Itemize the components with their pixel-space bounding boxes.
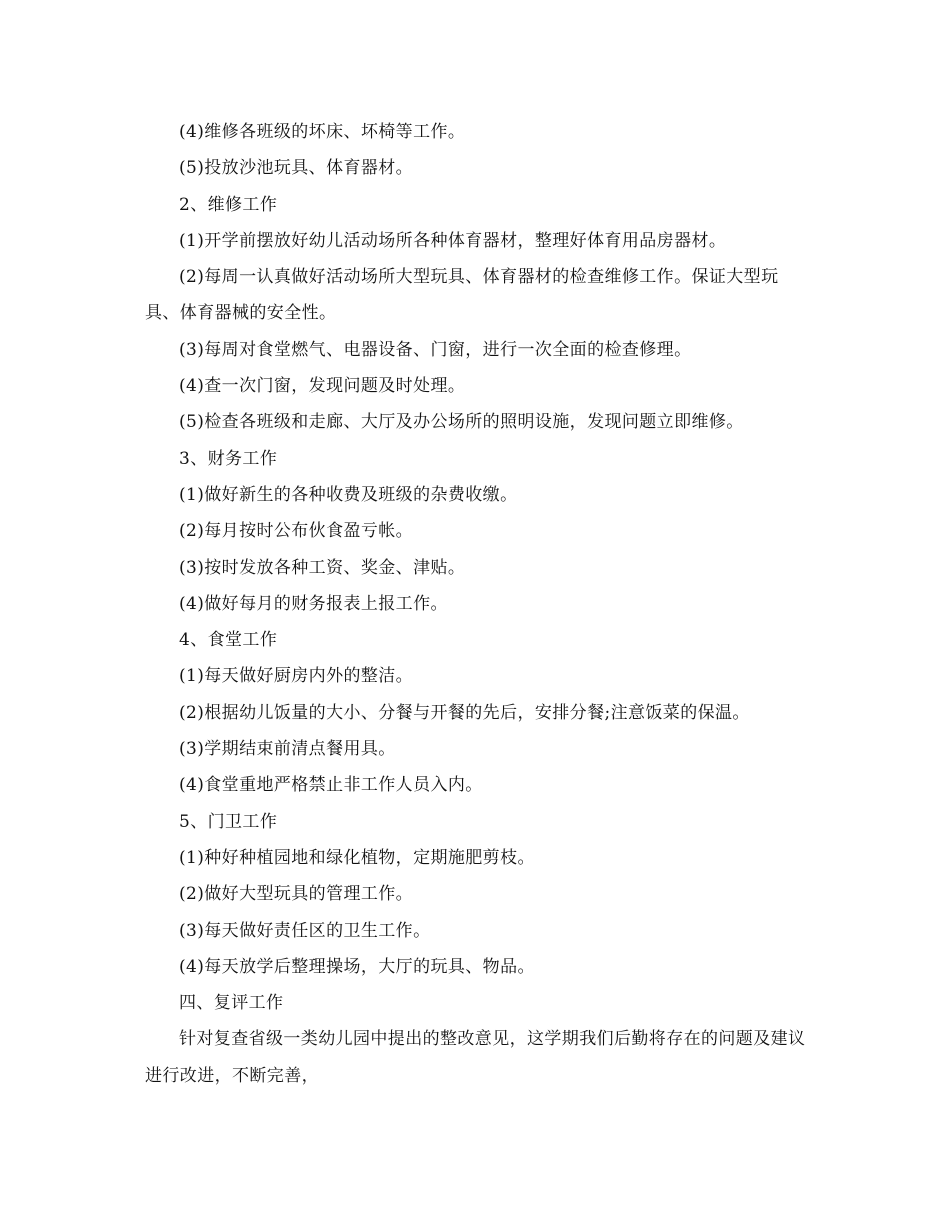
- paragraph: (3)按时发放各种工资、奖金、津贴。: [179, 557, 466, 578]
- paragraph: (1)种好种植园地和绿化植物，定期施肥剪枝。: [179, 847, 535, 868]
- paragraph: (2)根据幼儿饭量的大小、分餐与开餐的先后，安排分餐;注意饭菜的保温。: [179, 702, 750, 723]
- section-heading: 2、维修工作: [179, 194, 278, 215]
- paragraph: (5)检查各班级和走廊、大厅及办公场所的照明设施，发现问题立即维修。: [179, 412, 744, 433]
- paragraph: (4)维修各班级的坏床、坏椅等工作。: [179, 122, 466, 142]
- section-heading: 四、复评工作: [179, 993, 284, 1014]
- paragraph: (1)开学前摆放好幼儿活动场所各种体育器材，整理好体育用品房器材。: [179, 230, 727, 251]
- section-heading: 3、财务工作: [179, 448, 278, 469]
- paragraph: (3)每周对食堂燃气、电器设备、门窗，进行一次全面的检查修理。: [179, 339, 692, 360]
- paragraph: (4)做好每月的财务报表上报工作。: [179, 593, 448, 614]
- paragraph: (3)每天做好责任区的卫生工作。: [179, 920, 431, 941]
- section-heading: 5、门卫工作: [179, 811, 278, 832]
- document-body: [145, 114, 810, 1094]
- paragraph: (3)学期结束前清点餐用具。: [179, 739, 396, 760]
- section-heading: 4、食堂工作: [179, 630, 278, 651]
- paragraph: (2)做好大型玩具的管理工作。: [179, 884, 414, 905]
- paragraph: (1)每天做好厨房内外的整洁。: [179, 666, 414, 687]
- paragraph: (1)做好新生的各种收费及班级的杂费收缴。: [179, 484, 518, 505]
- paragraph: (4)食堂重地严格禁止非工作人员入内。: [179, 775, 483, 796]
- paragraph: (5)投放沙池玩具、体育器材。: [179, 158, 414, 179]
- paragraph: 针对复查省级一类幼儿园中提出的整改意见，这学期我们后勤将存在的问题及建议进行改进，不断完善，: [145, 1029, 806, 1086]
- paragraph: (2)每周一认真做好活动场所大型玩具、体育器材的检查维修工作。保证大型玩具、体育器械的安全性。: [145, 267, 779, 324]
- paragraph: (4)查一次门窗，发现问题及时处理。: [179, 376, 466, 397]
- paragraph: (2)每月按时公布伙食盈亏帐。: [179, 521, 414, 542]
- paragraph: (4)每天放学后整理操场，大厅的玩具、物品。: [179, 956, 535, 977]
